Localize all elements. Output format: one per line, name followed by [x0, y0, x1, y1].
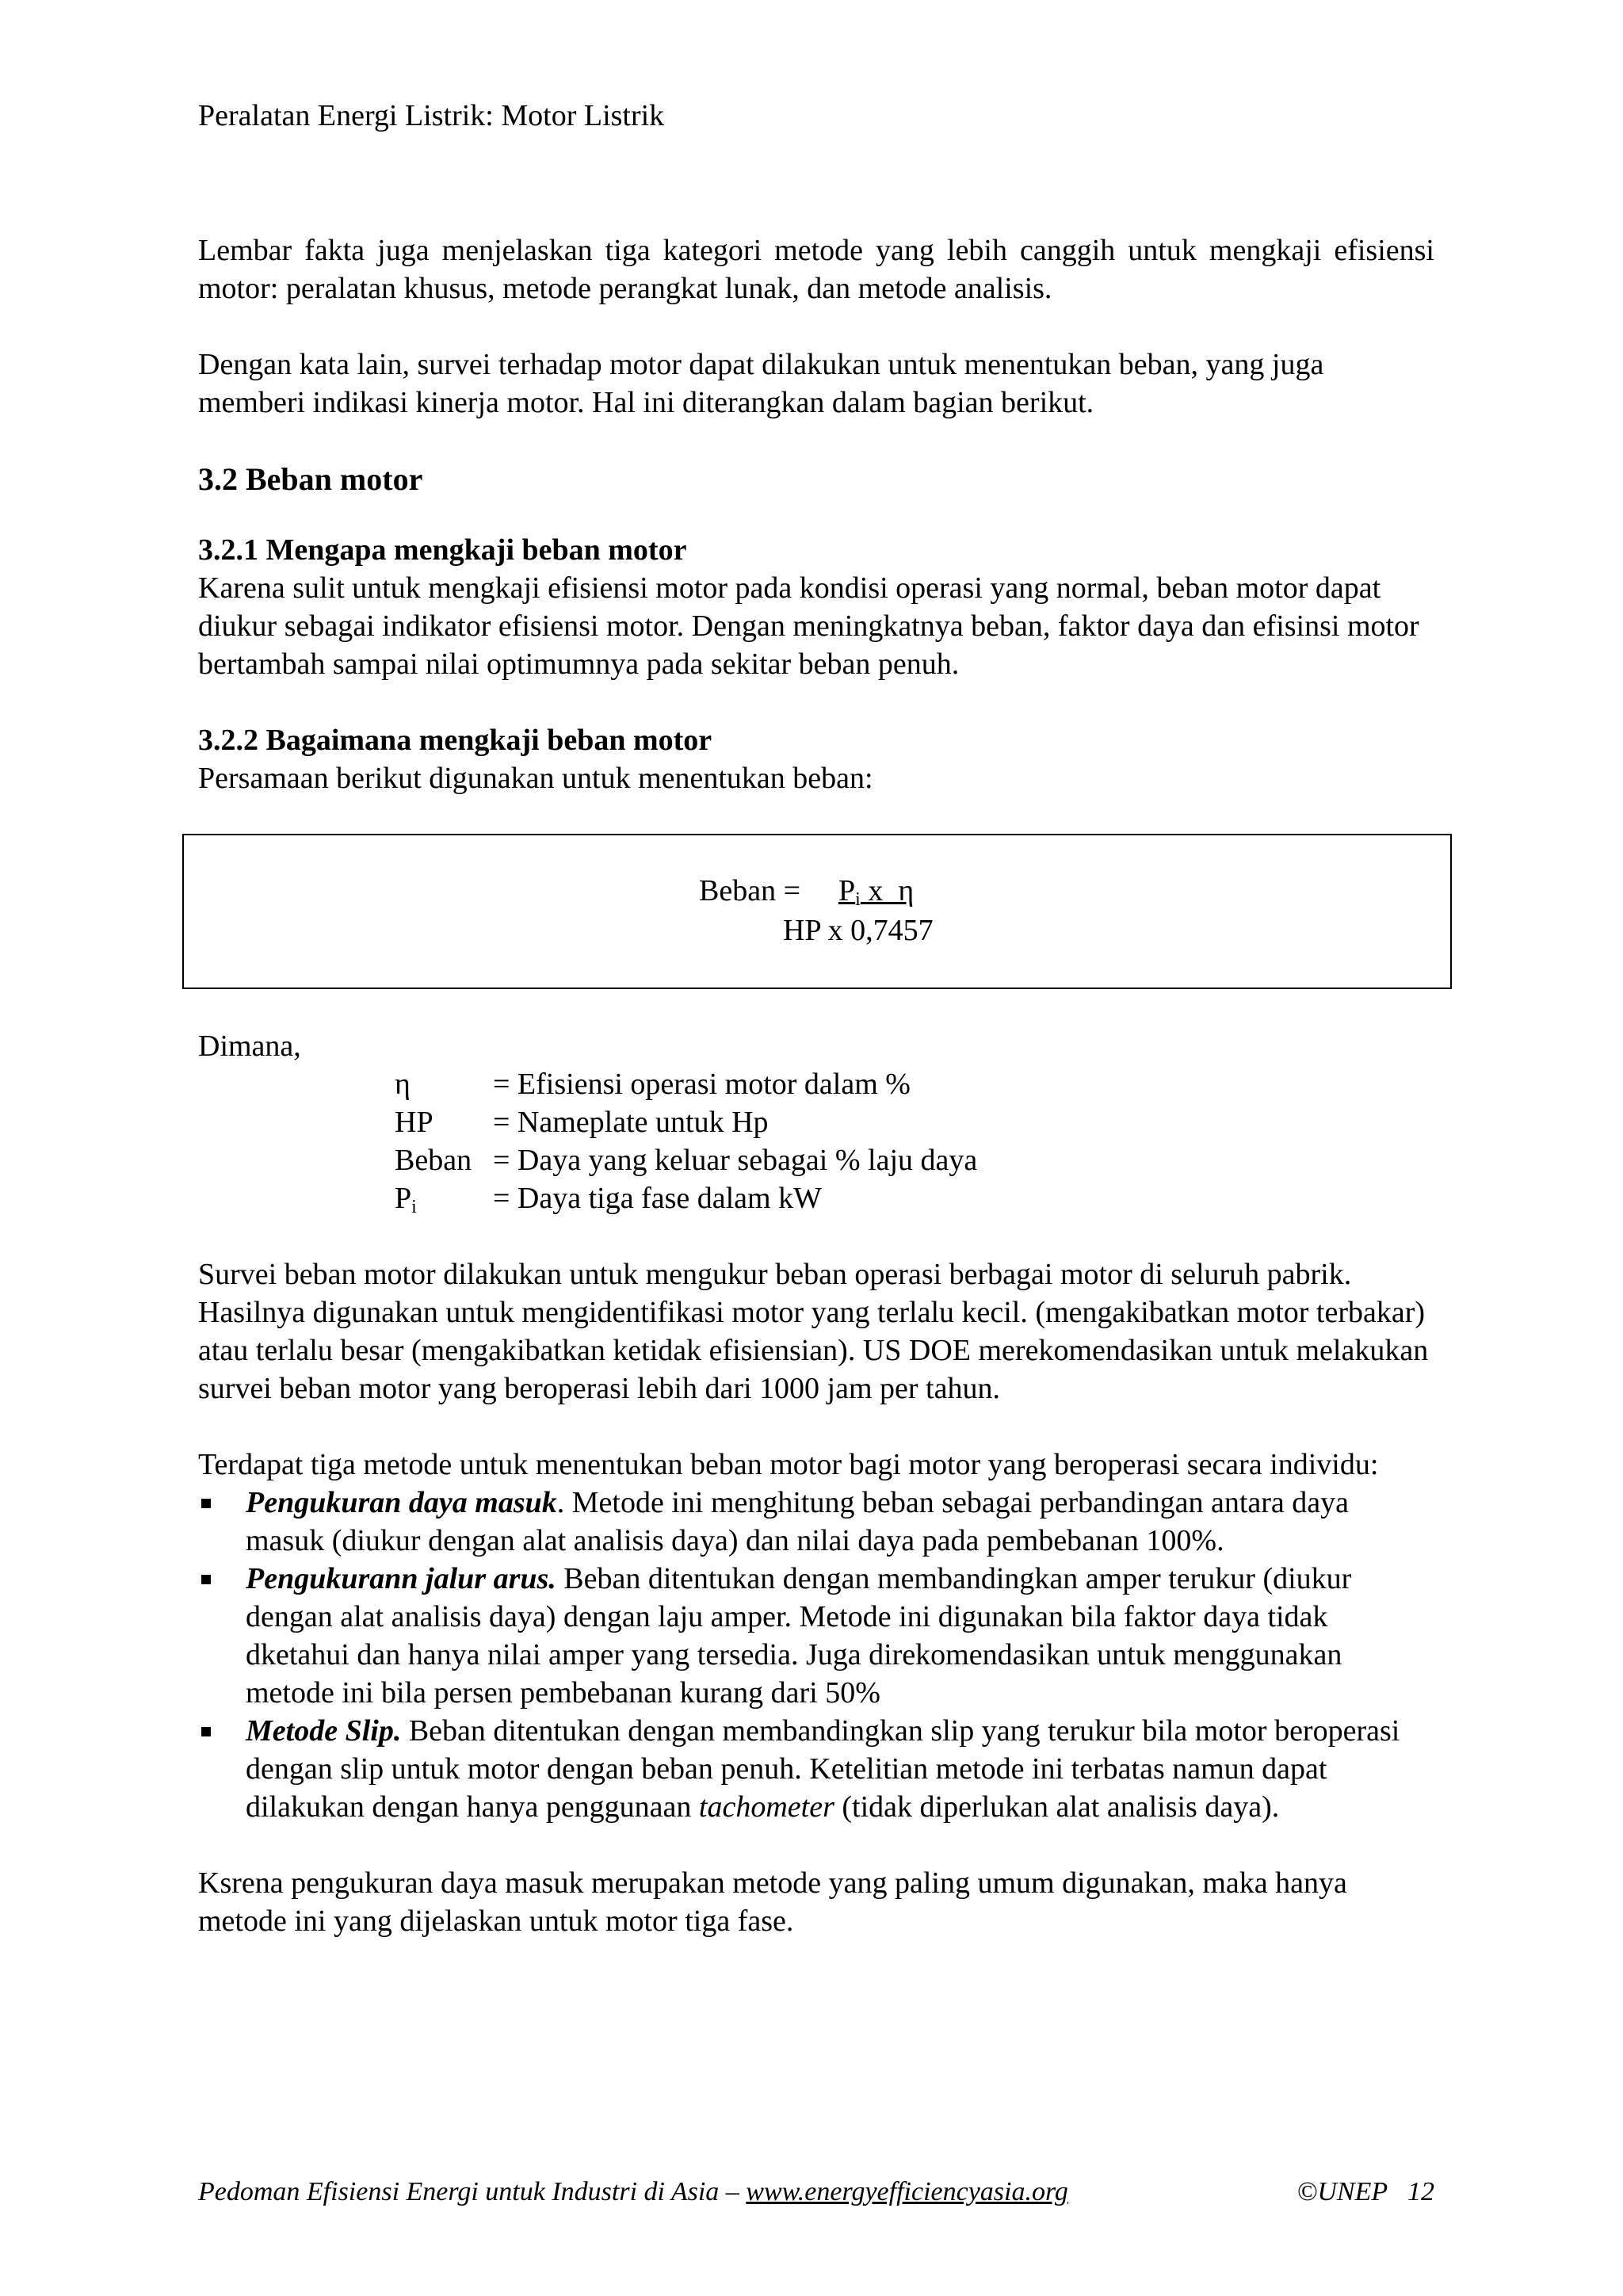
method-list	[198, 1484, 1434, 1826]
method-description-tail: (tidak diperlukan alat analisis daya).	[834, 1790, 1280, 1824]
method-name: Pengukuran daya masuk	[246, 1486, 557, 1519]
definition-row	[395, 1065, 1434, 1103]
subsection-heading-2: 3.2.2 Bagaimana mengkaji beban motor	[198, 724, 712, 757]
footer-page-info: ©UNEP 12	[1296, 2177, 1434, 2206]
footer-link[interactable]: www.energyefficiencyasia.org	[746, 2177, 1068, 2206]
formula-num-p: P	[838, 874, 856, 907]
method-name: Metode Slip.	[246, 1714, 402, 1748]
survey-paragraph-2: Terdapat tiga metode untuk menentukan beban motor bagi motor yang beroperasi secara individu:	[198, 1448, 1379, 1481]
formula-numerator	[838, 872, 914, 910]
definition-row	[395, 1141, 1434, 1179]
definition-symbol: η	[395, 1068, 411, 1101]
definition-row	[395, 1103, 1434, 1141]
definition-row	[395, 1179, 1434, 1217]
formula-num-rest: x η	[860, 874, 915, 907]
method-description: Beban ditentukan dengan membandingkan amper terukur (diukur dengan alat analisis daya) dengan laju amper. Metode ini digunakan bila faktor daya tidak dketahui dan hanya nilai amper yang tersedia. Juga direkomendasikan untuk menggunakan metode ini bila persen pembebanan kurang dari 50%	[246, 1562, 1352, 1710]
section-heading: 3.2 Beban motor	[198, 461, 423, 497]
subsection-2-body: Persamaan berikut digunakan untuk menentukan beban:	[198, 762, 873, 795]
intro-paragraph-2: Dengan kata lain, survei terhadap motor dapat dilakukan untuk menentukan beban, yang juga memberi indikasi kinerja motor. Hal ini diterangkan dalam bagian berikut.	[198, 348, 1324, 419]
definition-text: = Daya yang keluar sebagai % laju daya	[493, 1144, 978, 1177]
page-content	[198, 231, 1434, 1940]
method-description: . Metode ini menghitung beban sebagai perbandingan antara daya masuk (diukur dengan alat analisis daya) dan nilai daya pada pembebanan 100%.	[246, 1486, 1350, 1557]
list-item	[198, 1712, 1434, 1826]
closing-paragraph: Ksrena pengukuran daya masuk merupakan metode yang paling umum digunakan, maka hanya metode ini yang dijelaskan untuk motor tiga fase.	[198, 1866, 1347, 1938]
footer-citation: Pedoman Efisiensi Energi untuk Industri di Asia – www.energyefficiencyasia.org	[198, 2177, 1068, 2206]
survey-paragraph-1: Survei beban motor dilakukan untuk mengukur beban operasi berbagai motor di seluruh pabrik. Hasilnya digunakan untuk mengidentifikasi motor yang terlalu kecil. (mengakibatkan motor terbakar) atau terlalu besar (mengakibatkan ketidak efisiensian). US DOE merekomendasikan untuk melakukan survei beban motor yang beroperasi lebih dari 1000 jam per tahun.	[198, 1258, 1429, 1405]
formula-denominator: HP x 0,7457	[783, 914, 934, 947]
definition-symbol: $P_i$	[395, 1182, 417, 1217]
method-emphasis: tachometer	[698, 1790, 834, 1824]
subsection-heading-1: 3.2.1 Mengapa mengkaji beban motor	[198, 533, 687, 567]
definitions-intro: Dimana,	[198, 1030, 301, 1063]
formula-box	[182, 834, 1452, 989]
definition-text: = Nameplate untuk Hp	[493, 1106, 769, 1139]
method-name: Pengukurann jalur arus.	[246, 1562, 556, 1595]
list-item	[198, 1484, 1434, 1560]
subsection-1-body: Karena sulit untuk mengkaji efisiensi motor pada kondisi operasi yang normal, beban motor dapat diukur sebagai indikator efisiensi motor. Dengan meningkatnya beban, faktor daya dan efisinsi motor bertambah sampai nilai optimumnya pada sekitar beban penuh.	[198, 571, 1419, 681]
list-item	[198, 1560, 1434, 1712]
definition-symbol: Beban	[395, 1144, 472, 1177]
page-footer	[198, 2175, 1434, 2210]
definition-text: = Daya tiga fase dalam kW	[493, 1182, 822, 1215]
intro-paragraph-1: Lembar fakta juga menjelaskan tiga kategori metode yang lebih canggih untuk mengkaji efisiensi motor: peralatan khusus, metode perangkat lunak, dan metode analisis.	[198, 234, 1434, 305]
formula-num-subscript: i	[855, 889, 861, 910]
definitions-list	[395, 1065, 1434, 1217]
method-description: Beban ditentukan dengan membandingkan slip yang terukur bila motor beroperasi dengan slip untuk motor dengan beban penuh. Ketelitian metode ini terbatas namun dapat dilakukan dengan hanya penggunaan	[246, 1714, 1400, 1824]
definition-text: = Efisiensi operasi motor dalam %	[493, 1068, 911, 1101]
formula-lhs: Beban =	[699, 874, 801, 907]
definition-symbol: HP	[395, 1106, 433, 1139]
page-header: Peralatan Energi Listrik: Motor Listrik	[198, 99, 665, 132]
